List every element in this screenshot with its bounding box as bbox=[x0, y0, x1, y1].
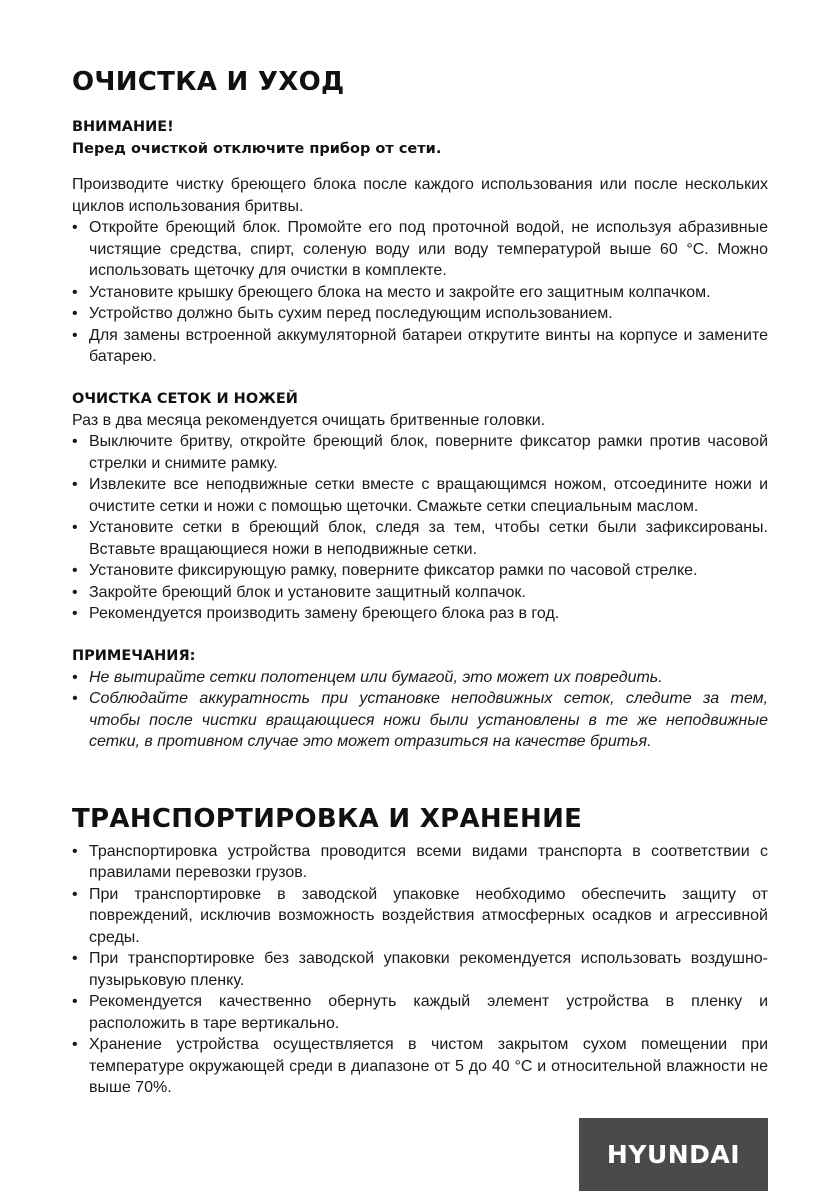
warning-title: ВНИМАНИЕ! bbox=[72, 119, 174, 135]
warning-text: Перед очисткой отключите прибор от сети. bbox=[72, 141, 442, 157]
list-item: • Транспортировка устройства проводится всеми видами транспорта в соответствии с правилами перевозки грузов. bbox=[72, 841, 768, 884]
section-title-transport: ТРАНСПОРТИРОВКА И ХРАНЕНИЕ bbox=[72, 803, 583, 834]
list-item: • Хранение устройства осуществляется в чистом закрытом сухом помещении при температуре окружающей среди в диапазоне от 5 до 40 °С и относительной влажности не выше 70%. bbox=[72, 1034, 768, 1099]
cleaning-intro: Производите чистку бреющего блока после каждого использования или после нескольких циклов использования бритвы. bbox=[72, 176, 768, 215]
list-item: • Рекомендуется производить замену бреющего блока раз в год. bbox=[72, 603, 768, 625]
warning-block bbox=[72, 116, 768, 160]
section-title-notes: ПРИМЕЧАНИЯ: bbox=[72, 647, 196, 664]
notes-list bbox=[72, 667, 768, 753]
cleaning-list bbox=[72, 217, 768, 368]
list-item: • Установите сетки в бреющий блок, следя за тем, чтобы сетки были зафиксированы. Вставьте вращающиеся ножи в неподвижные сетки. bbox=[72, 517, 768, 560]
hyundai-logo: HYUNDAI bbox=[579, 1118, 768, 1191]
list-item: • Выключите бритву, откройте бреющий блок, поверните фиксатор рамки против часовой стрелки и снимите рамку. bbox=[72, 431, 768, 474]
grids-list bbox=[72, 431, 768, 625]
grids-intro: Раз в два месяца рекомендуется очищать бритвенные головки. bbox=[72, 411, 546, 429]
list-item: • Устройство должно быть сухим перед последующим использованием. bbox=[72, 303, 768, 325]
section-title-cleaning: ОЧИСТКА И УХОД bbox=[72, 67, 345, 97]
page-content bbox=[72, 60, 768, 1099]
list-item: • При транспортировке без заводской упаковки рекомендуется использовать воздушно-пузырьковую пленку. bbox=[72, 948, 768, 991]
list-item: • При транспортировке в заводской упаковке необходимо обеспечить защиту от повреждений, исключив возможность воздействия атмосферных осадков и агрессивной среды. bbox=[72, 884, 768, 949]
list-item: • Извлеките все неподвижные сетки вместе с вращающимся ножом, отсоедините ножи и очистите сетки и ножи с помощью щеточки. Смажьте сетки специальным маслом. bbox=[72, 474, 768, 517]
list-item: • Закройте бреющий блок и установите защитный колпачок. bbox=[72, 582, 768, 604]
list-item: • Рекомендуется качественно обернуть каждый элемент устройства в пленку и расположить в таре вертикально. bbox=[72, 991, 768, 1034]
list-item: • Установите фиксирующую рамку, поверните фиксатор рамки по часовой стрелке. bbox=[72, 560, 768, 582]
list-item: • Откройте бреющий блок. Промойте его под проточной водой, не используя абразивные чистящие средства, спирт, соленую воду или воду температурой выше 60 °С. Можно использовать щеточку для очистки в комплекте. bbox=[72, 217, 768, 282]
list-item: • Установите крышку бреющего блока на место и закройте его защитным колпачком. bbox=[72, 282, 768, 304]
list-item: • Для замены встроенной аккумуляторной батареи открутите винты на корпусе и замените батарею. bbox=[72, 325, 768, 368]
transport-list bbox=[72, 841, 768, 1099]
list-item: • Соблюдайте аккуратность при установке неподвижных сеток, следите за тем, чтобы после чистки вращающиеся ножи были установлены в те же неподвижные сетки, в противном случае это может отразиться на качестве бритья. bbox=[72, 688, 768, 753]
section-title-grids: ОЧИСТКА СЕТОК И НОЖЕЙ bbox=[72, 390, 298, 407]
list-item: • Не вытирайте сетки полотенцем или бумагой, это может их повредить. bbox=[72, 667, 768, 689]
